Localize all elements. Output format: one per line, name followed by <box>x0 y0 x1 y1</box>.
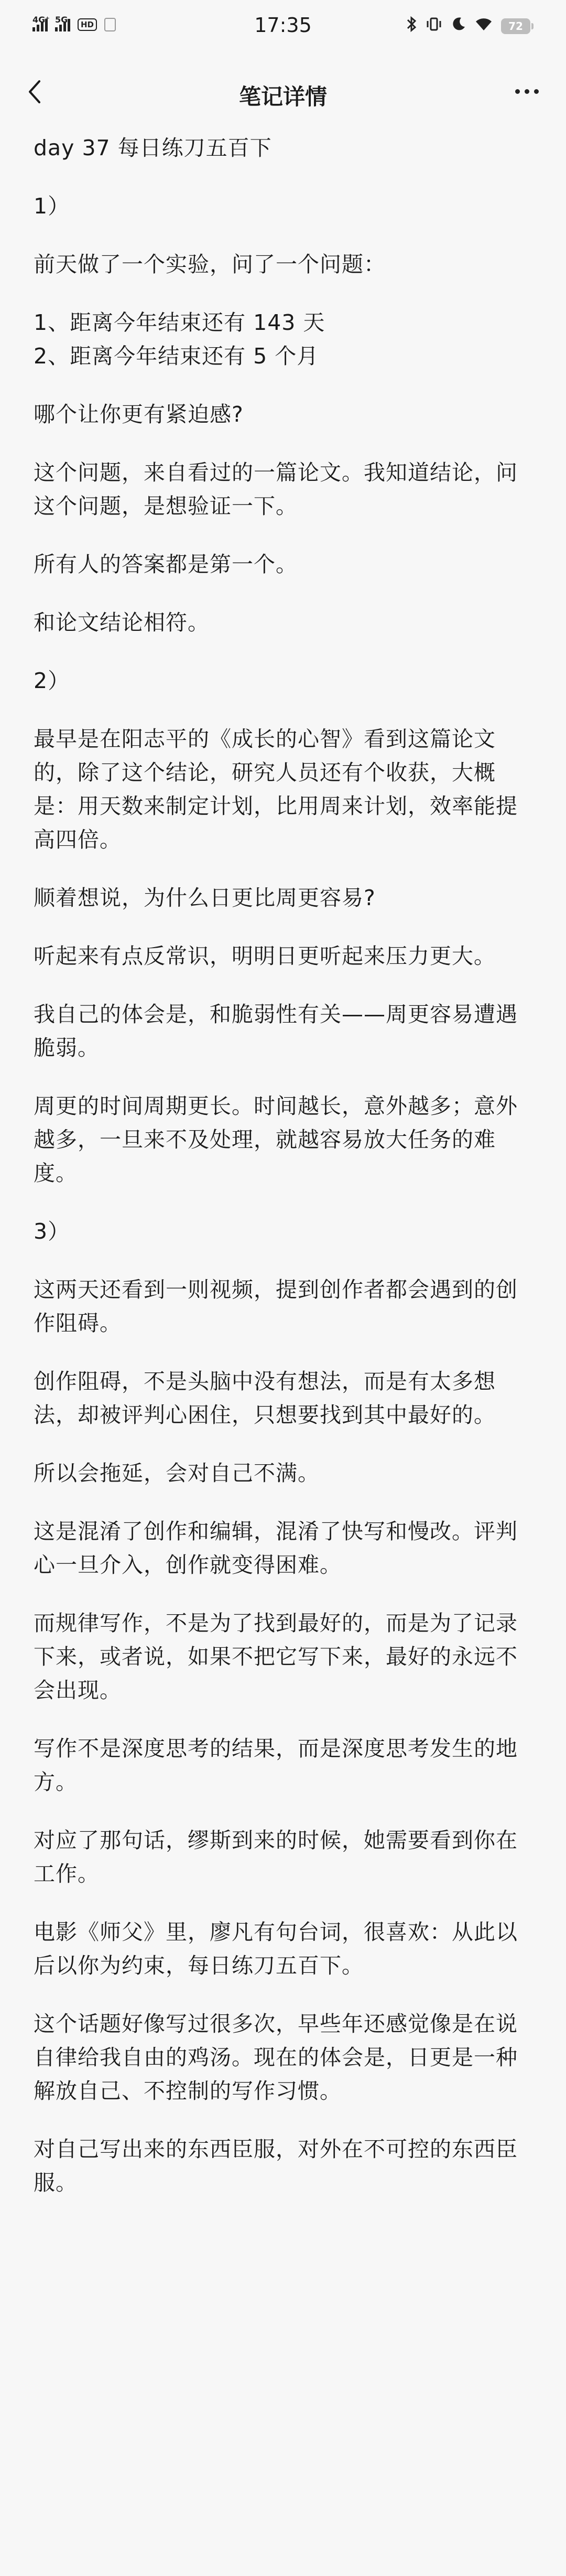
note-paragraph: 这是混淆了创作和编辑，混淆了快写和慢改。评判心一旦介入，创作就变得困难。 <box>34 1519 518 1577</box>
note-paragraph: 周更的时间周期更长。时间越长，意外越多；意外越多，一旦来不及处理，就越容易放大任务的难度。 <box>34 1093 518 1186</box>
note-content <box>34 131 537 2224</box>
note-paragraph: 1） <box>34 194 70 219</box>
page-title: 笔记详情 <box>238 84 327 110</box>
note-paragraph: 听起来有点反常识，明明日更听起来压力更大。 <box>34 943 496 969</box>
note-paragraph: 写作不是深度思考的结果，而是深度思考发生的地方。 <box>34 1736 518 1795</box>
more-dot-icon <box>525 89 529 94</box>
moon-icon <box>451 16 466 36</box>
more-dot-icon <box>515 89 520 94</box>
note-paragraph: 而规律写作，不是为了找到最好的，而是为了记录下来，或者说，如果不把它写下来，最好的永远不会出现。 <box>34 1611 518 1703</box>
note-paragraph: 哪个让你更有紧迫感? <box>34 402 244 427</box>
note-paragraph: 这个话题好像写过很多次，早些年还感觉像是在说自律给我自由的鸡汤。现在的体会是，日更是一种解放自己、不控制的写作习惯。 <box>34 2011 518 2103</box>
vibrate-icon <box>426 16 442 37</box>
note-paragraph: 所以会拖延，会对自己不满。 <box>34 1461 320 1486</box>
note-paragraph: 我自己的体会是，和脆弱性有关——周更容易遭遇脆弱。 <box>34 1002 518 1060</box>
more-dot-icon <box>534 89 539 94</box>
note-paragraph: 前天做了一个实验，问了一个问题： <box>34 252 386 277</box>
bluetooth-icon <box>406 16 417 37</box>
wifi-icon <box>475 17 493 36</box>
note-paragraph: 创作阻碍，不是头脑中没有想法，而是有太多想法，却被评判心困住，只想要找到其中最好的。 <box>34 1369 496 1427</box>
note-paragraph: 3） <box>34 1219 70 1244</box>
status-time: 17:35 <box>254 14 312 37</box>
nav-bar <box>0 58 566 126</box>
note-paragraph: 所有人的答案都是第一个。 <box>34 552 298 577</box>
note-paragraph: 1、距离今年结束还有 143 天 2、距离今年结束还有 5 个月 <box>34 310 325 369</box>
note-paragraph: 对应了那句话，缪斯到来的时候，她需要看到你在工作。 <box>34 1828 518 1886</box>
note-paragraph: 和论文结论相符。 <box>34 610 210 635</box>
hd-badge: HD <box>78 18 97 31</box>
status-bar <box>0 0 566 58</box>
note-paragraph: 电影《师父》里，廖凡有句台词，很喜欢：从此以后以你为约束，每日练刀五百下。 <box>34 1919 518 1978</box>
note-paragraph: 最早是在阳志平的《成长的心智》看到这篇论文的，除了这个结论，研究人员还有个收获，大概是：用天数来制定计划，比用周来计划，效率能提高四倍。 <box>34 726 518 852</box>
note-paragraph: 2） <box>34 668 70 693</box>
signal-label: 4G⁺ <box>32 15 50 25</box>
note-paragraph: 这个问题，来自看过的一篇论文。我知道结论，问这个问题，是想验证一下。 <box>34 460 518 519</box>
more-options-button[interactable] <box>508 76 545 107</box>
note-paragraph: 这两天还看到一则视频，提到创作者都会遇到的创作阻碍。 <box>34 1277 518 1336</box>
note-paragraph: 顺着想说，为什么日更比周更容易? <box>34 885 376 910</box>
signal-label-2: 5G <box>55 15 68 25</box>
note-paragraph: 对自己写出来的东西臣服，对外在不可控的东西臣服。 <box>34 2137 518 2195</box>
battery-level: 72 <box>501 18 530 34</box>
note-paragraph: day 37 每日练刀五百下 <box>34 135 272 160</box>
battery-icon <box>501 18 534 34</box>
status-right-icons <box>406 16 534 37</box>
